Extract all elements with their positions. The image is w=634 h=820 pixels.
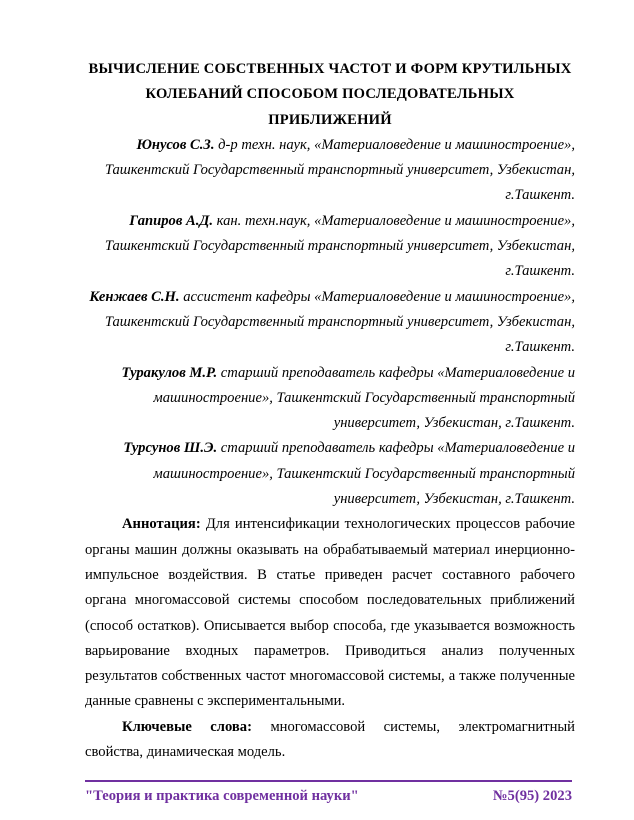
issue-number: №5(95) 2023 — [492, 788, 572, 804]
author-name: Кенжаев С.Н. — [89, 288, 180, 305]
keywords-text: многомассовой системы, электромагнитный свойства, динамическая модель. — [85, 718, 575, 761]
author-name: Гапиров А.Д. — [129, 212, 214, 229]
author-affiliation: ассистент кафедры «Материаловедение и машиностроение», Ташкентский Государственный транспортный университет, Узбекистан, г.Ташкент. — [104, 288, 575, 356]
abstract-label: Аннотация: — [122, 516, 201, 533]
author-affiliation: старший преподаватель кафедры «Материаловедение и машиностроение», Ташкентский Государственный транспортный университет, Узбекистан, г.Ташкент. — [153, 440, 575, 508]
author-affiliation: д-р техн. наук, «Материаловедение и машиностроение», Ташкентский Государственный транспортный университет, Узбекистан, г.Ташкент. — [104, 136, 575, 204]
page-content — [85, 0, 575, 765]
keywords-label: Ключевые слова: — [122, 718, 252, 735]
author-name: Юнусов С.З. — [136, 136, 215, 153]
abstract-paragraph — [85, 512, 575, 714]
author-entry — [85, 133, 575, 209]
author-name: Туракулов М.Р. — [121, 364, 218, 381]
paper-title: ВЫЧИСЛЕНИЕ СОБСТВЕННЫХ ЧАСТОТ И ФОРМ КРУТИЛЬНЫХ КОЛЕБАНИЙ СПОСОБОМ ПОСЛЕДОВАТЕЛЬНЫХ ПРИБЛИЖЕНИЙ — [88, 61, 572, 128]
keywords-paragraph — [85, 715, 575, 766]
author-affiliation: кан. техн.наук, «Материаловедение и машиностроение», Ташкентский Государственный транспортный университет, Узбекистан, г.Ташкент. — [104, 212, 575, 280]
page-footer — [85, 780, 572, 807]
journal-name: "Теория и практика современной науки" — [85, 788, 359, 804]
author-entry — [85, 436, 575, 512]
author-affiliation: старший преподаватель кафедры «Материаловедение и машиностроение», Ташкентский Государственный транспортный университет, Узбекистан, г.Ташкент. — [153, 364, 575, 432]
author-entry — [85, 209, 575, 285]
author-name: Турсунов Ш.Э. — [123, 440, 218, 457]
abstract-text: Для интенсификации технологических процессов рабочие органы машин должны оказывать на обрабатываемый материал инерционно-импульсное воздействия. В статье приведен расчет составного рабочего органа многомассовой системы способом последовательных приближений (способ остатков). Описывается выбор способа, где указывается возможность варьирование входных параметров. Приводиться анализ полученных результатов собственных частот многомассовой системы, а также полученные данные сравнены с экспериментальными. — [85, 516, 575, 710]
author-entry — [85, 361, 575, 437]
author-entry — [85, 285, 575, 361]
authors-block — [85, 133, 575, 512]
